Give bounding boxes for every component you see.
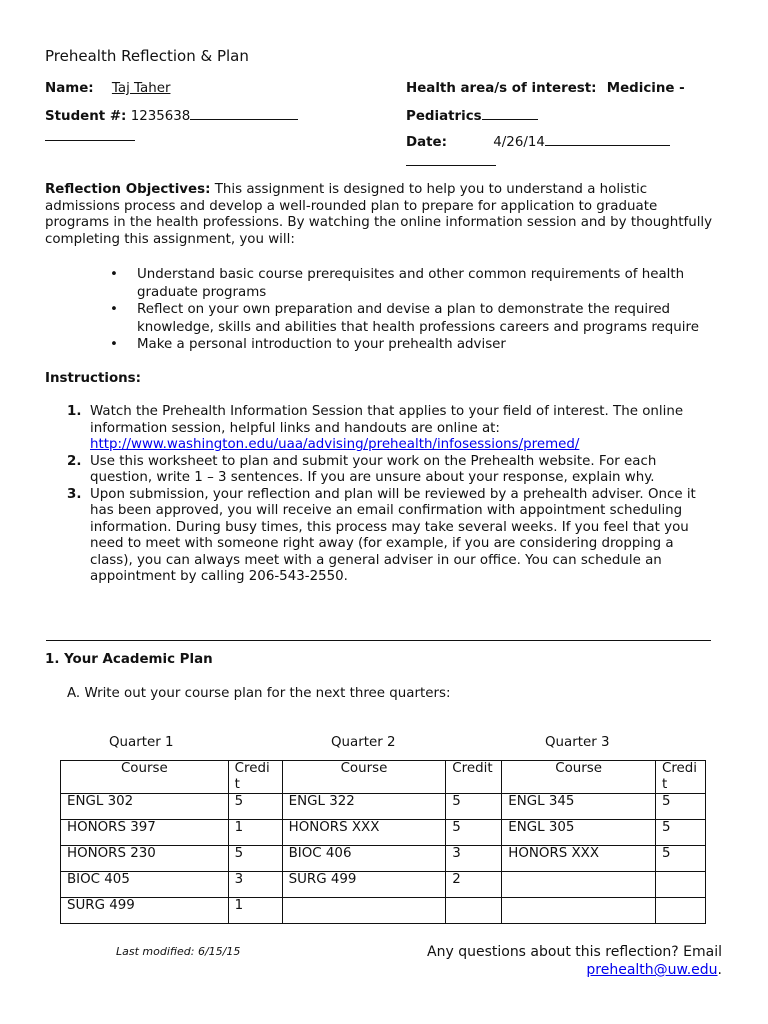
- objective-bullet: • Make a personal introduction to your prehealth adviser: [110, 336, 720, 354]
- table-cell: BIOC 405: [61, 872, 229, 898]
- page-title: Prehealth Reflection & Plan: [45, 47, 249, 65]
- table-cell: ENGL 345: [502, 794, 656, 820]
- objectives-label: Reflection Objectives:: [45, 182, 211, 197]
- name-value: Taj Taher: [111, 81, 171, 96]
- table-cell: [655, 872, 705, 898]
- objective-bullet: • Understand basic course prerequisites and other common requirements of health graduate programs: [110, 266, 720, 301]
- table-row: [61, 872, 706, 898]
- col-course: Course: [282, 761, 446, 794]
- student-value: 1235638: [130, 109, 191, 124]
- col-credit: Credi t: [228, 761, 282, 794]
- table-cell: 5: [655, 794, 705, 820]
- objective-bullet: • Reflect on your own preparation and devise a plan to demonstrate the required knowledge, skills and abilities that health professions careers and programs require: [110, 301, 720, 336]
- footer-contact: [427, 943, 722, 979]
- objectives-text: This assignment is designed to help you to understand a holistic admissions process and develop a well-rounded plan to prepare for application to graduate programs in the health professions. By watching the online information session and by thoughtfully completing this assignment, you will:: [45, 182, 713, 247]
- table-cell: 5: [446, 820, 502, 846]
- table-cell: ENGL 302: [61, 794, 229, 820]
- table-cell: [502, 872, 656, 898]
- health-value-1: Medicine -: [606, 81, 685, 96]
- table-row: [61, 846, 706, 872]
- quarter-2-label: Quarter 2: [331, 735, 396, 750]
- table-cell: HONORS XXX: [502, 846, 656, 872]
- instruction-item: 1. Watch the Prehealth Information Session that applies to your field of interest. The online information session, helpful links and handouts are online at: http://www.washington.edu/uaa/advising/prehealth/infosessions/premed/: [67, 404, 684, 452]
- table-cell: HONORS XXX: [282, 820, 446, 846]
- table-row: [61, 794, 706, 820]
- table-cell: 1: [228, 820, 282, 846]
- col-credit: Credi t: [655, 761, 705, 794]
- footer-period: .: [717, 962, 722, 978]
- course-plan-table: [60, 760, 706, 924]
- table-cell: 5: [655, 820, 705, 846]
- infosession-link[interactable]: http://www.washington.edu/uaa/advising/prehealth/infosessions/premed/: [90, 437, 580, 452]
- table-cell: 5: [655, 846, 705, 872]
- objectives-bullets: [110, 266, 720, 354]
- date-row: [406, 132, 670, 150]
- col-course: Course: [502, 761, 656, 794]
- table-cell: [655, 898, 705, 924]
- date-label: Date:: [406, 135, 447, 150]
- table-row: [61, 820, 706, 846]
- instructions-label: Instructions:: [45, 371, 142, 386]
- section-heading: 1. Your Academic Plan: [45, 652, 213, 667]
- table-cell: HONORS 230: [61, 846, 229, 872]
- col-credit: Credit: [446, 761, 502, 794]
- student-row: [45, 106, 298, 124]
- quarter-1-label: Quarter 1: [109, 735, 174, 750]
- student-underline-2: [45, 127, 135, 145]
- table-cell: 2: [446, 872, 502, 898]
- table-cell: 3: [446, 846, 502, 872]
- last-modified: Last modified: 6/15/15: [116, 945, 241, 958]
- table-cell: 3: [228, 872, 282, 898]
- name-row: [45, 81, 250, 96]
- health-value-2: Pediatrics: [406, 109, 482, 124]
- section-subheading: A. Write out your course plan for the next three quarters:: [67, 686, 451, 701]
- table-cell: ENGL 322: [282, 794, 446, 820]
- table-header-row: [61, 761, 706, 794]
- table-cell: 5: [228, 794, 282, 820]
- table-cell: 1: [228, 898, 282, 924]
- student-underline: [190, 106, 298, 120]
- table-cell: BIOC 406: [282, 846, 446, 872]
- col-course: Course: [61, 761, 229, 794]
- table-cell: [282, 898, 446, 924]
- table-cell: 5: [446, 794, 502, 820]
- table-cell: SURG 499: [61, 898, 229, 924]
- date-underline-2: [406, 152, 496, 170]
- table-cell: [446, 898, 502, 924]
- table-cell: SURG 499: [282, 872, 446, 898]
- name-label: Name:: [45, 81, 94, 96]
- health-row: [406, 81, 685, 96]
- footer-question: Any questions about this reflection? Email: [427, 944, 722, 960]
- instruction-item: 2. Use this worksheet to plan and submit your work on the Prehealth website. For each question, write 1 – 3 sentences. If you are unsure about your response, explain why.: [67, 453, 657, 485]
- health-row-2: [406, 106, 538, 124]
- date-value: 4/26/14: [493, 135, 545, 150]
- table-cell: 5: [228, 846, 282, 872]
- table-cell: [502, 898, 656, 924]
- instruction-item: 3. Upon submission, your reflection and plan will be reviewed by a prehealth adviser. Once it has been approved, you will receive an email confirmation with appointment scheduling information. During busy times, this process may take several weeks. If you feel that you need to meet with someone right away (for example, if you are considering dropping a class), you can always meet with a general adviser in our office. You can schedule an appointment by calling 206-543-2550.: [67, 486, 696, 584]
- divider: [46, 640, 711, 641]
- student-label: Student #:: [45, 109, 127, 124]
- instructions-list: [67, 404, 717, 586]
- quarter-3-label: Quarter 3: [545, 735, 610, 750]
- table-cell: ENGL 305: [502, 820, 656, 846]
- table-cell: HONORS 397: [61, 820, 229, 846]
- email-link[interactable]: prehealth@uw.edu: [586, 962, 718, 978]
- objectives: [45, 182, 725, 248]
- health-label: Health area/s of interest:: [406, 81, 597, 96]
- table-row: [61, 898, 706, 924]
